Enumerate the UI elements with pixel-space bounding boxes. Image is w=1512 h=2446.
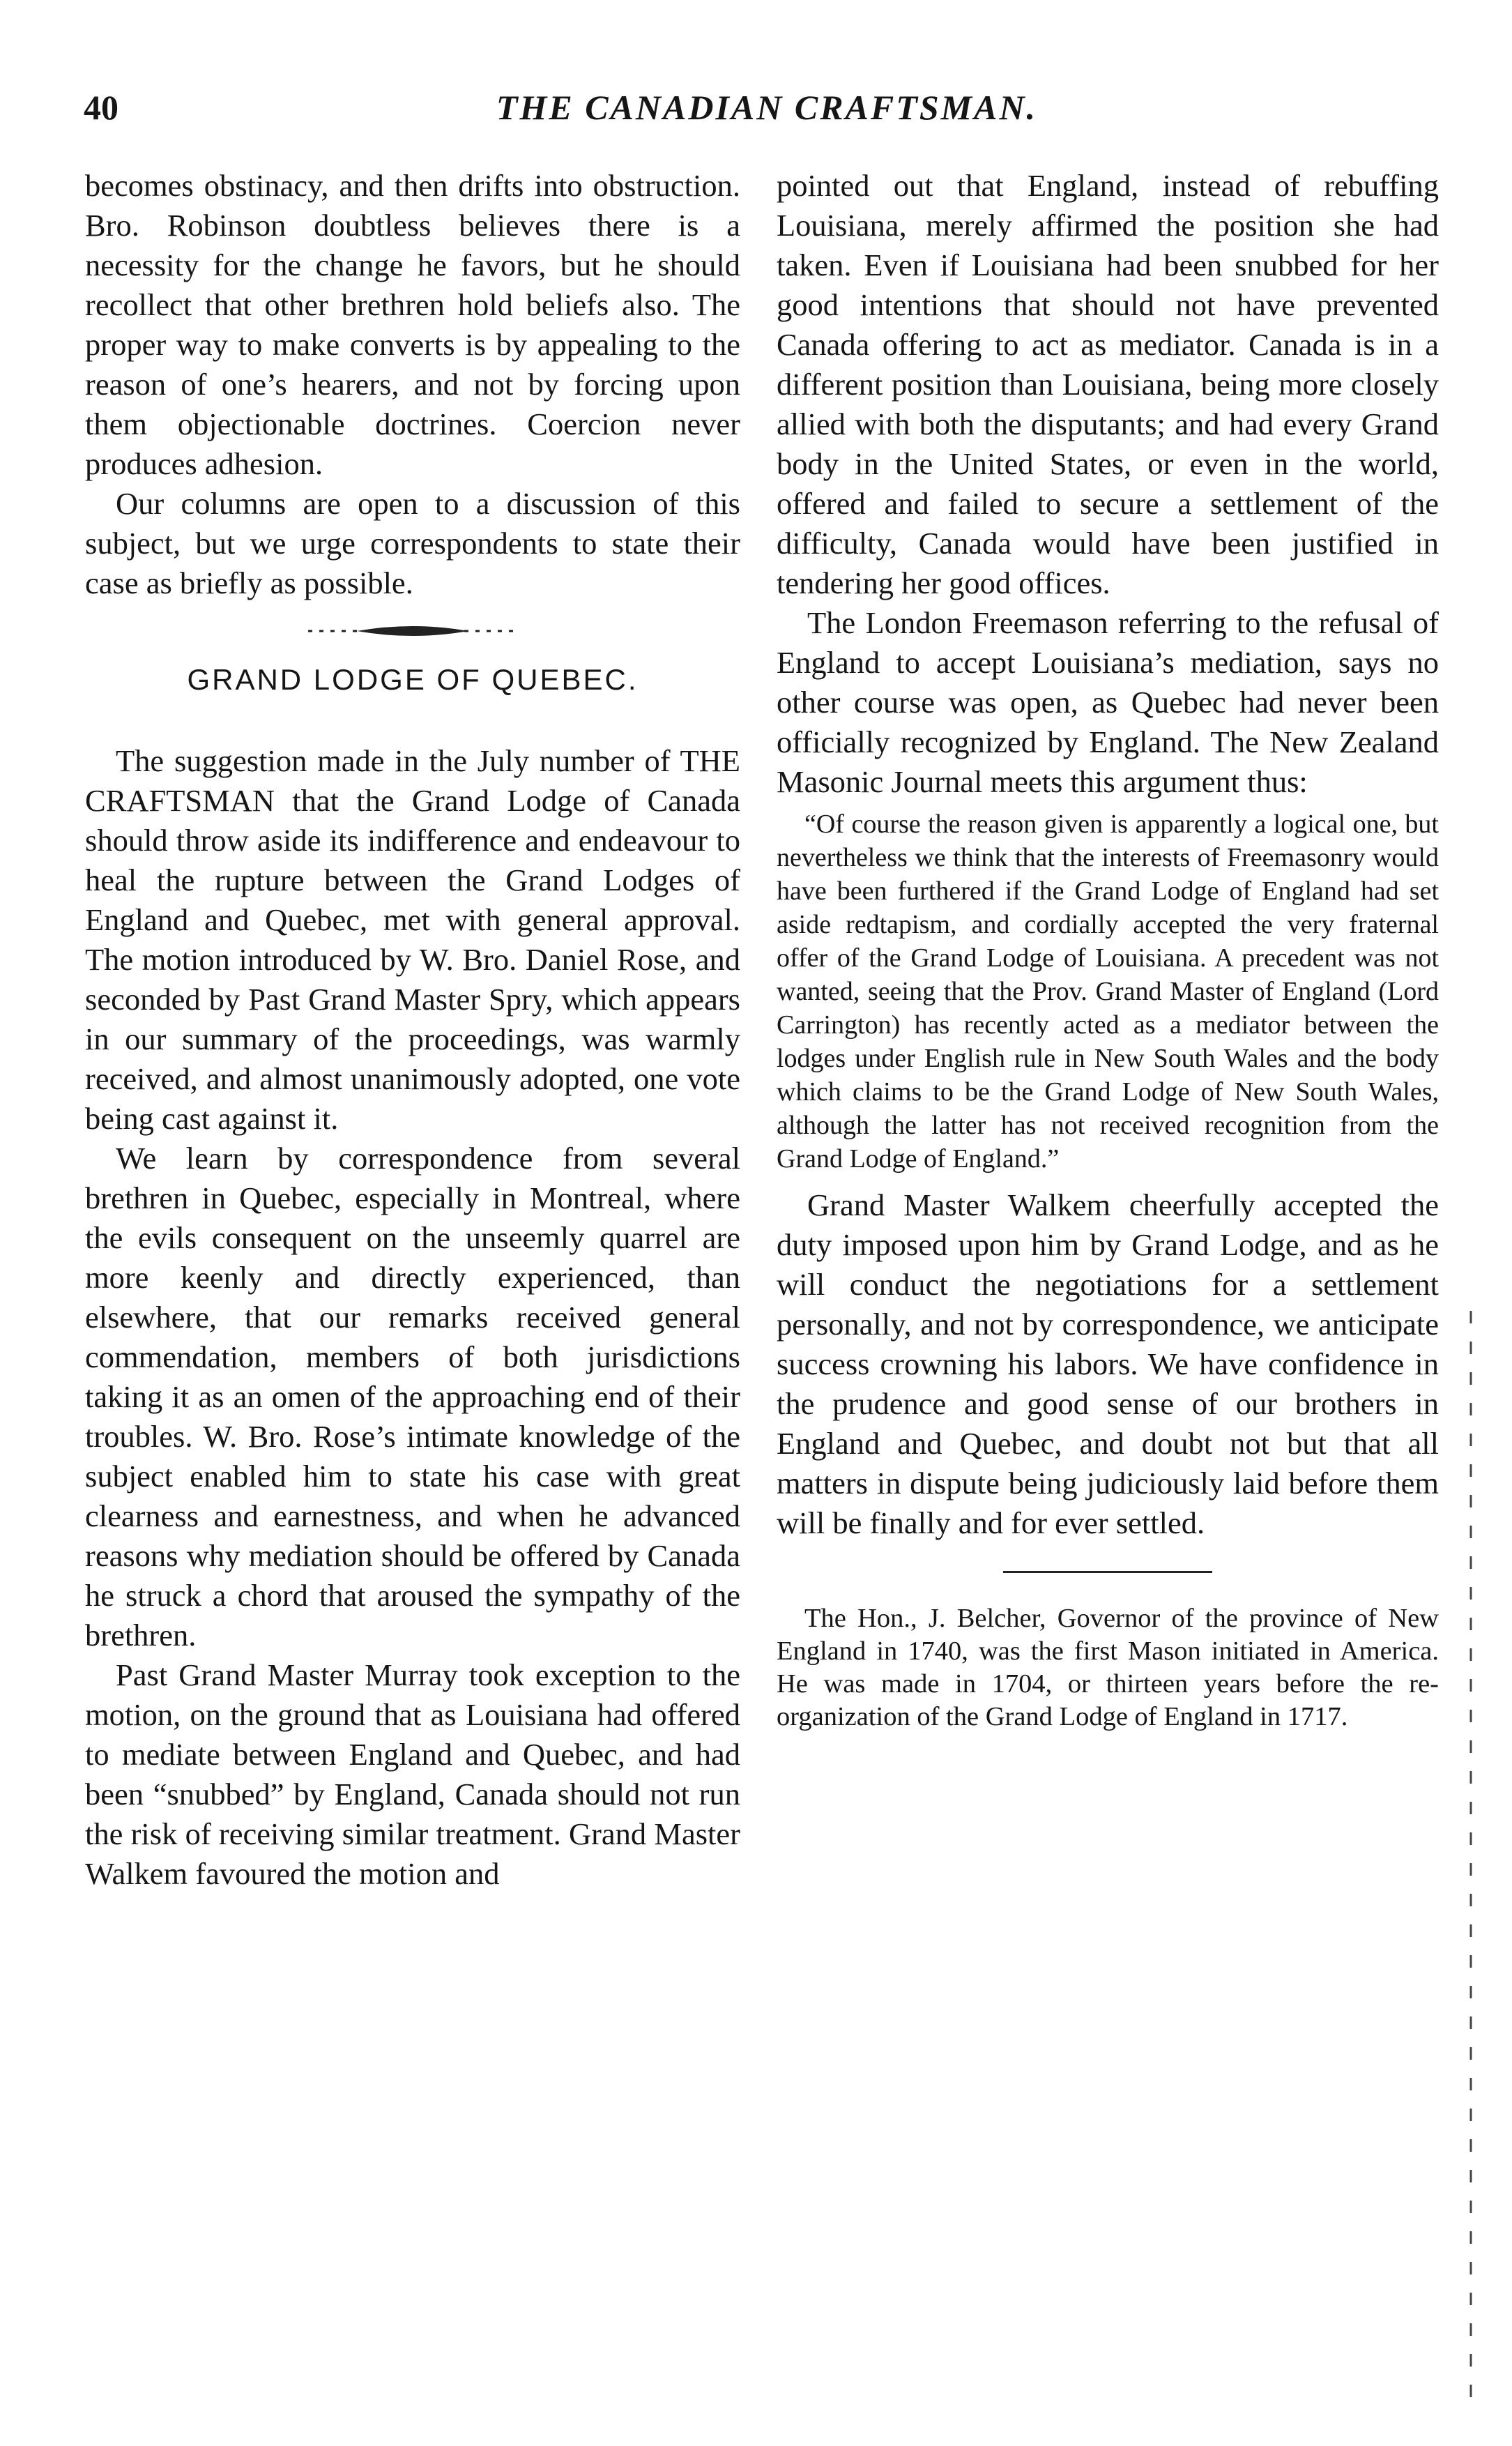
- ornamental-rule: [308, 623, 517, 639]
- paragraph-london-freemason: The London Freemason referring to the refusal of England to accept Louisiana’s mediation, says no other course was open, as Quebec had never been officially recognized by England. The New Zealand Masonic Journal meets this argument thus:: [777, 605, 1439, 799]
- paragraph-columns-open: Our columns are open to a discussion of this subject, but we urge correspondents to state their case as briefly as possible.: [85, 486, 740, 600]
- paragraph-murray: Past Grand Master Murray took exception to the motion, on the ground that as Louisiana had offered to mediate between England and Quebec, and had been “snubbed” by England, Canada should not run the risk of receiving similar treatment. Grand Master Walkem favoured the motion and: [85, 1657, 740, 1891]
- short-rule: [1003, 1571, 1212, 1573]
- block-quote: “Of course the reason given is apparently a logical one, but nevertheless we think that the interests of Freemasonry would have been furthered if the Grand Lodge of England had set aside redtapism, and cordially accepted the very fraternal offer of the Grand Lodge of Louisiana. A precedent was not wanted, seeing that the Prov. Grand Master of England (Lord Carrington) has recently acted as a mediator between the lodges under English rule in New South Wales and the body which claims to be the Grand Lodge of New South Wales, although the latter has not received recognition from the Grand Lodge of England.”: [777, 810, 1439, 1173]
- paragraph-suggestion: The suggestion made in the July number of THE CRAFTSMAN that the Grand Lodge of Canada should throw aside its indifference and endeavour to heal the rupture between the Grand Lodges of England and Quebec, met with general approval. The motion introduced by W. Bro. Daniel Rose, and seconded by Past Grand Master Spry, which appears in our summary of the proceedings, was warmly received, and almost unanimously adopted, one vote being cast against it.: [85, 743, 740, 1136]
- margin-scan-marks: [1457, 1311, 1485, 2399]
- paragraph-correspondence: We learn by correspondence from several brethren in Quebec, especially in Montreal, where the evils consequent on the unseemly quarrel are more keenly and directly experienced, than elsewhere, that our remarks received general commendation, members of both jurisdictions taking it as an omen of the approaching end of their troubles. W. Bro. Rose’s intimate knowledge of the subject enabled him to state his case with great clearness and earnestness, and when he advanced reasons why mediation should be offered by Canada he struck a chord that aroused the sympathy of the brethren.: [85, 1141, 740, 1653]
- right-column: [777, 166, 1439, 1733]
- left-column: [85, 166, 740, 1894]
- paragraph-continued: becomes obstinacy, and then drifts into obstruction. Bro. Robinson doubtless believes there is a necessity for the change he favors, but he should recollect that other brethren hold beliefs also. The proper way to make converts is by appealing to the reason of one’s hearers, and not by forcing upon them objectionable doctrines. Coercion never produces adhesion.: [85, 168, 740, 481]
- running-title: THE CANADIAN CRAFTSMAN.: [496, 88, 1038, 127]
- ornament-swell: [357, 626, 468, 636]
- page-header: [84, 87, 1450, 143]
- note-belcher: The Hon., J. Belcher, Governor of the province of New England in 1740, was the first Mason initiated in America. He was made in 1704, or thirteen years before the re-organization of the Grand Lodge of England in 1717.: [777, 1604, 1439, 1731]
- page-number: 40: [84, 88, 119, 127]
- paragraph-walkem: Grand Master Walkem cheerfully accepted the duty imposed upon him by Grand Lodge, and as he will conduct the negotiations for a settlement personally, and not by correspondence, we anticipate success crowning his labors. We have confidence in the prudence and good sense of our brothers in England and Quebec, and doubt not but that all matters in dispute being judiciously laid before them will be finally and for ever settled.: [777, 1187, 1439, 1540]
- paragraph-continued-right: pointed out that England, instead of rebuffing Louisiana, merely affirmed the position she had taken. Even if Louisiana had been snubbed for her good intentions that should not have prevented Canada offering to act as mediator. Canada is in a different position than Louisiana, being more closely allied with both the disputants; and had every Grand body in the United States, or even in the world, offered and failed to secure a settlement of the difficulty, Canada would have been justified in tendering her good offices.: [777, 168, 1439, 600]
- section-title: GRAND LODGE OF QUEBEC.: [187, 663, 639, 696]
